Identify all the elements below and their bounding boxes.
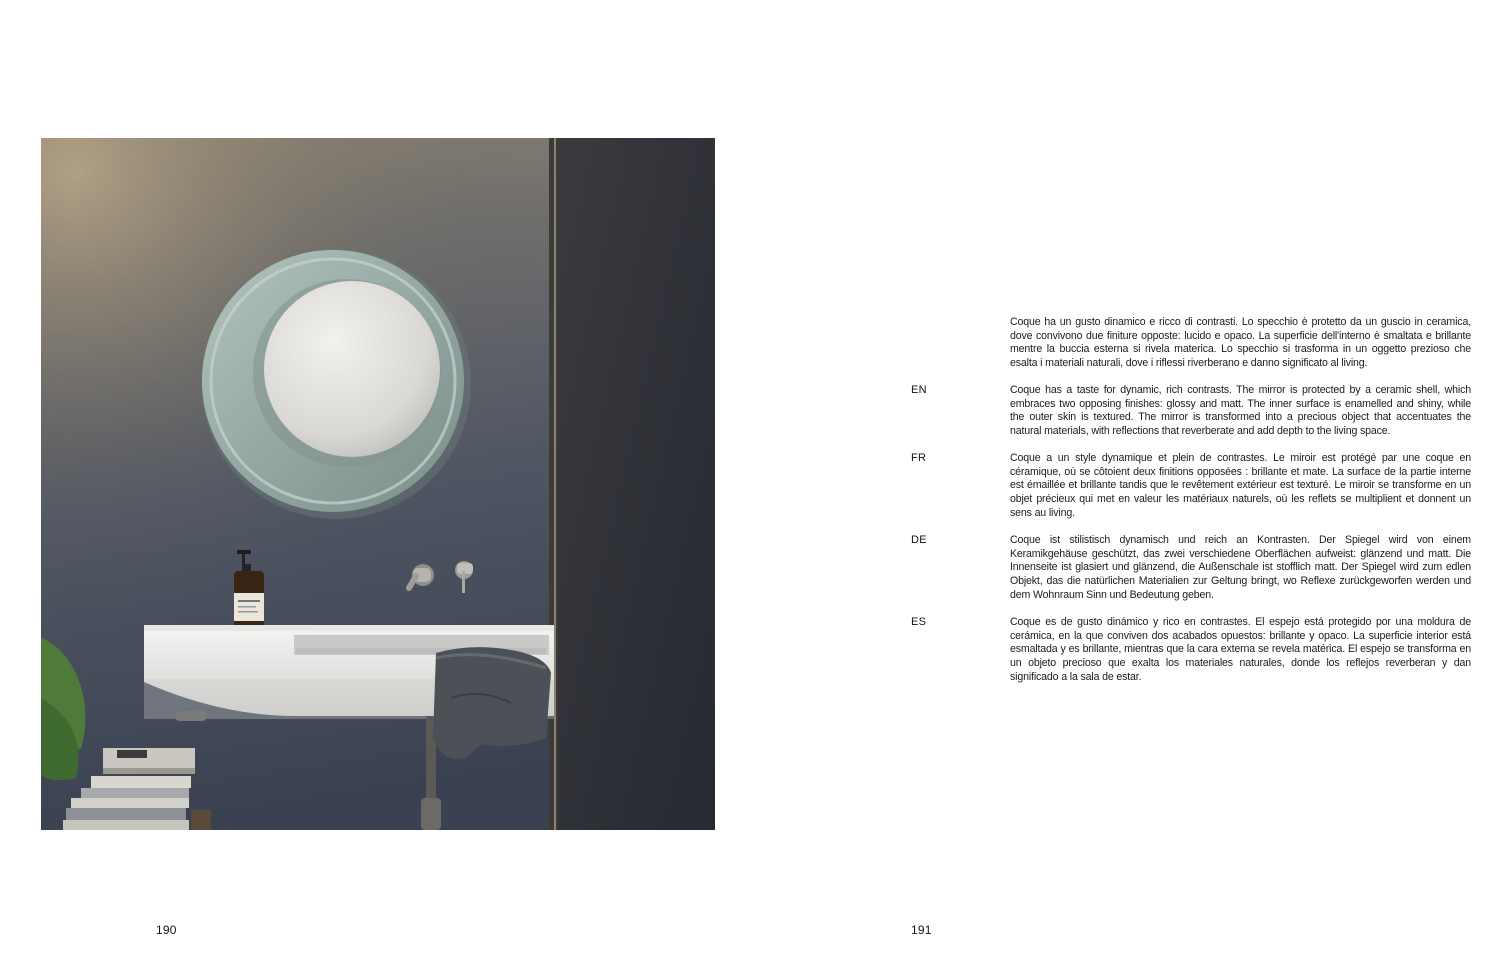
product-photo [41, 138, 715, 830]
description-de: Coque ist stilistisch dynamisch und reich an Kontrasten. Der Spiegel wird von einem Keramikgehäuse geschützt, das zwei verschiedene Oberflächen aufweist: glänzend und matt. Die Innenseite ist glasiert und glänzend, die Außenschale ist stofflich matt. Der Spiegel wird zum edlen Objekt, das die natürlichen Materialien zur Geltung bringt, wo Reflexe zurückgeworfen werden und dem Wohnraum Sinn und Bedeutung geben. [1010, 534, 1471, 601]
language-label-en: EN [911, 384, 927, 396]
language-label-de: DE [911, 534, 927, 546]
round-mirror [201, 249, 471, 519]
page-number-left: 190 [156, 923, 177, 937]
language-label-es: ES [911, 616, 927, 628]
page-number-right: 191 [911, 923, 932, 937]
description-en: Coque has a taste for dynamic, rich contrasts. The mirror is protected by a ceramic shell, which embraces two opposing finishes: glossy and matt. The inner surface is enamelled and shiny, while the outer skin is textured. The mirror is transformed into a precious object that accentuates the natural materials, with reflections that reverberate and add depth to the living space. [1010, 384, 1471, 438]
language-label-fr: FR [911, 452, 927, 464]
description-it: Coque ha un gusto dinamico e ricco di contrasti. Lo specchio è protetto da un guscio in ceramica, dove convivono due finiture opposte: lucido e opaco. La superficie dell'interno è smaltata e brillante mentre la buccia esterna si rivela materica. Lo specchio si trasforma in un oggetto prezioso che esalta i materiali naturali, dove i riflessi riverberano e danno significato al living. [1010, 316, 1471, 370]
description-fr: Coque a un style dynamique et plein de contrastes. Le miroir est protégé par une coque en céramique, où se côtoient deux finitions opposées : brillante et mate. La surface de la partie interne est émaillée et brillante tandis que le revêtement extérieur est texturé. Le miroir se transforme en un objet précieux qui met en valeur les matériaux naturels, où les reflets se multiplient et donnent un sens au living. [1010, 452, 1471, 519]
description-es: Coque es de gusto dinámico y rico en contrastes. El espejo está protegido por una moldura de cerámica, en la que conviven dos acabados opuestos: brillante y opaco. La superficie interior está esmaltada y es brillante, mientras que la cara externa se revela matérica. El espejo se transforma en un objeto precioso que exalta los materiales naturales, donde los reflejos reverberan y dan significado a la sala de estar. [1010, 616, 1471, 683]
